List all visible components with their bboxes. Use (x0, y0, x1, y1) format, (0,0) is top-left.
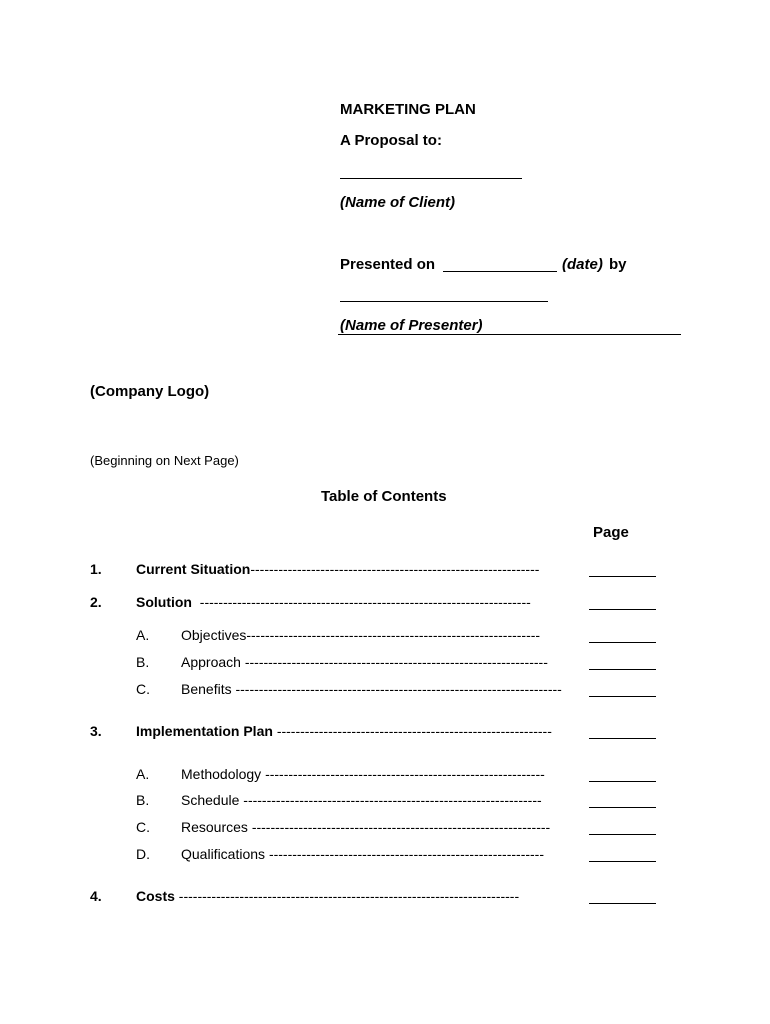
toc-leader: ------------------------------------------------------------------------- (178, 888, 520, 904)
toc-entry-label: Current Situation (136, 561, 251, 577)
toc-page-blank (589, 834, 656, 835)
toc-leader: ------------------------------------------------------------ (265, 766, 545, 782)
toc-page-blank (589, 642, 656, 643)
toc-leader: ---------------------------------------------------------------------- (235, 681, 562, 697)
toc-entry-label: Objectives (181, 627, 247, 643)
presenter-name-label: (Name of Presenter) (340, 317, 483, 334)
toc-leader: ----------------------------------------------------------- (276, 723, 552, 739)
toc-number: 4. (90, 888, 102, 904)
toc-entry (136, 723, 570, 739)
toc-entry-label: Resources (181, 819, 248, 835)
client-name-label: (Name of Client) (340, 194, 456, 211)
toc-sub-letter: A. (136, 766, 150, 782)
toc-sub-entry (181, 846, 564, 862)
toc-sub-letter: C. (136, 681, 150, 697)
toc-page-blank (589, 903, 656, 904)
by-label: by (609, 256, 627, 273)
toc-sub-entry (181, 654, 568, 670)
toc-number: 1. (90, 561, 102, 577)
toc-sub-letter: A. (136, 627, 150, 643)
proposal-to-label: A Proposal to: (340, 132, 442, 149)
toc-entry-label: Implementation Plan (136, 723, 273, 739)
toc-page-blank (589, 669, 656, 670)
date-blank (443, 271, 557, 272)
toc-leader: ---------------------------------------------------------------- (243, 792, 542, 808)
toc-sub-letter: D. (136, 846, 150, 862)
toc-page-blank (589, 861, 656, 862)
presented-on-label: Presented on (340, 256, 436, 273)
toc-sub-entry (181, 681, 573, 697)
toc-sub-entry (181, 792, 566, 808)
toc-page-blank (589, 609, 656, 610)
toc-sub-letter: B. (136, 792, 150, 808)
toc-number: 3. (90, 723, 102, 739)
toc-leader: ----------------------------------------------------------- (268, 846, 545, 862)
document-title: MARKETING PLAN (340, 101, 476, 118)
toc-entry (136, 594, 567, 610)
toc-entry-label: Solution (136, 594, 192, 610)
toc-leader: ---------------------------------------------------------------- (251, 819, 551, 835)
toc-leader: ----------------------------------------------------------------- (244, 654, 548, 670)
toc-entry-label: Qualifications (181, 846, 266, 862)
client-name-blank (340, 178, 522, 179)
toc-entry-label: Schedule (181, 792, 240, 808)
toc-heading: Table of Contents (321, 488, 447, 505)
toc-entry-label: Approach (181, 654, 241, 670)
toc-sub-entry (181, 766, 564, 782)
toc-leader: --------------------------------------------------------------- (246, 627, 541, 643)
company-logo-placeholder: (Company Logo) (90, 383, 210, 400)
toc-page-blank (589, 738, 656, 739)
toc-leader: -------------------------------------------------------------- (250, 561, 540, 577)
toc-number: 2. (90, 594, 102, 610)
toc-entry-label: Benefits (181, 681, 232, 697)
toc-page-blank (589, 696, 656, 697)
date-label: (date) (562, 256, 603, 273)
beginning-note: (Beginning on Next Page) (90, 453, 239, 468)
presenter-underline (338, 334, 681, 335)
toc-page-blank (589, 576, 656, 577)
toc-page-label: Page (593, 524, 629, 541)
presenter-name-blank (340, 301, 548, 302)
toc-entry (136, 888, 560, 904)
toc-sub-letter: C. (136, 819, 150, 835)
toc-sub-entry (181, 819, 565, 835)
toc-entry-label: Costs (136, 888, 175, 904)
toc-leader: ----------------------------------------------------------------------- (199, 594, 531, 610)
toc-sub-letter: B. (136, 654, 150, 670)
toc-page-blank (589, 781, 656, 782)
toc-entry-label: Methodology (181, 766, 262, 782)
toc-sub-entry (181, 627, 564, 643)
toc-page-blank (589, 807, 656, 808)
toc-entry (136, 561, 572, 577)
